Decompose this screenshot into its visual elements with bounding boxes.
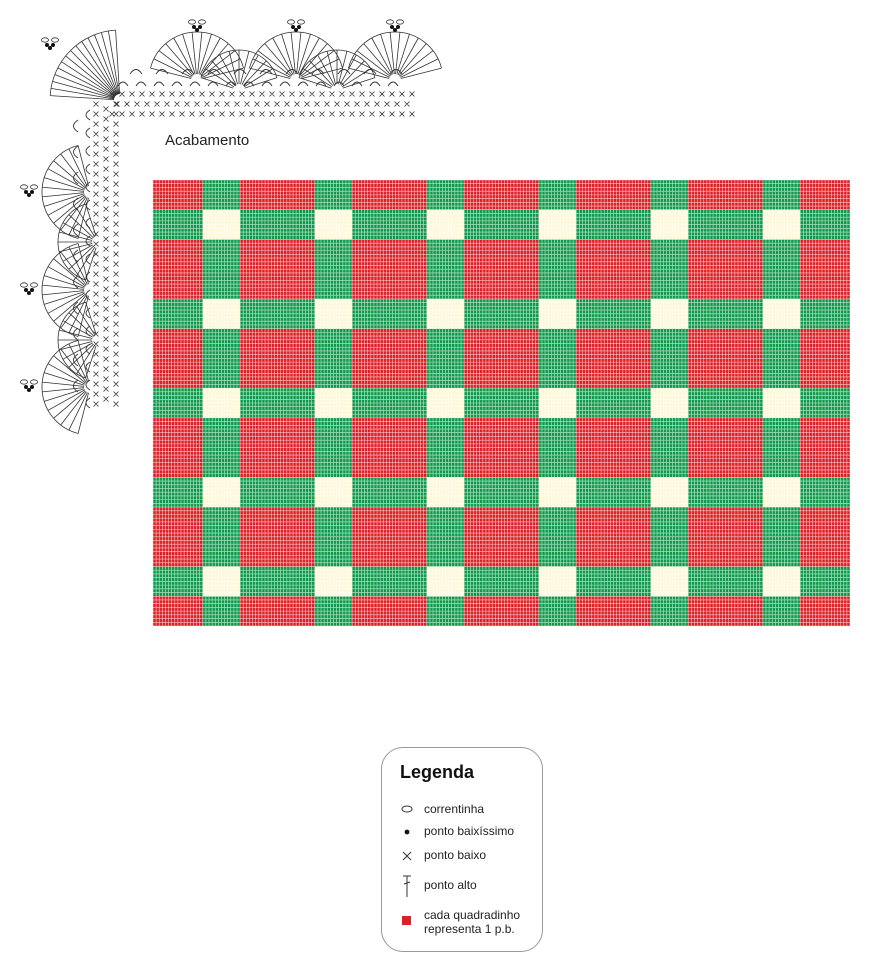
chain-loop — [397, 20, 404, 24]
slip-stitch-dot — [297, 25, 301, 29]
top-picot — [288, 20, 305, 32]
slip-stitch-dot — [48, 46, 52, 50]
left-shell-fan — [42, 146, 88, 239]
chain-loop — [42, 38, 49, 42]
border-single-crochet-rows — [110, 92, 415, 117]
left-picot — [21, 185, 38, 197]
slip-stitch-dot — [30, 190, 34, 194]
slip-stitch-dot — [30, 288, 34, 292]
shell-stitches — [50, 30, 120, 100]
double-crochet-symbol-icon — [400, 873, 414, 899]
slip-stitch-dot — [27, 291, 31, 295]
left-shell-fan — [42, 341, 89, 434]
legend-item-square — [382, 908, 542, 940]
grid-lines — [153, 180, 850, 626]
chain-symbol-icon — [400, 800, 414, 820]
chain-loop — [52, 38, 59, 42]
legend-item-single-crochet — [382, 846, 542, 866]
slip-stitch-dot — [390, 25, 394, 29]
shell-stitches — [58, 204, 96, 280]
shell-stitches — [42, 341, 89, 434]
chain-loop — [21, 380, 28, 384]
square-symbol-icon — [400, 908, 414, 940]
slip-stitch-dot — [24, 385, 28, 389]
legend-label-single-crochet: ponto baixo — [424, 848, 487, 862]
legend-box — [381, 747, 543, 952]
slip-stitch-dot — [195, 28, 199, 32]
chain-loop — [21, 283, 28, 287]
corner-picot — [42, 38, 59, 50]
slip-stitch-dot — [51, 43, 55, 47]
legend-label-slip-stitch: ponto baixíssimo — [424, 824, 515, 838]
legend-label-square-line-1: cada quadradinho — [424, 908, 521, 922]
slip-stitch-dot — [24, 288, 28, 292]
chain-loop — [199, 20, 206, 24]
slip-stitch-dot — [396, 25, 400, 29]
finish-label: Acabamento — [165, 132, 250, 149]
slip-stitch-symbol-icon — [400, 822, 414, 842]
slip-stitch-dot — [27, 388, 31, 392]
legend-label-chain: correntinha — [424, 802, 485, 816]
chain-loop — [387, 20, 394, 24]
slip-stitch-dot — [45, 43, 49, 47]
top-picot — [189, 20, 206, 32]
single-crochet-symbol-icon — [400, 846, 414, 866]
slip-stitch-dot — [198, 25, 202, 29]
legend-title: Legenda — [400, 762, 475, 782]
chain-loop — [31, 380, 38, 384]
top-shell-fan — [151, 32, 244, 79]
slip-stitch-dot — [294, 28, 298, 32]
chain-loop — [31, 283, 38, 287]
top-shell-fan — [349, 32, 442, 79]
slip-stitch-dot — [27, 193, 31, 197]
top-picot — [387, 20, 404, 32]
legend-label-double-crochet: ponto alto — [424, 878, 477, 892]
chain-loop — [21, 185, 28, 189]
left-small-fan — [58, 204, 96, 280]
shell-stitches — [349, 32, 442, 79]
slip-stitch-dot — [24, 190, 28, 194]
corner-shell-fan — [50, 30, 120, 100]
stitch-grid-lines — [153, 180, 850, 626]
single-crochet-column-marks — [94, 102, 119, 407]
shell-stitches — [42, 146, 88, 239]
legend-item-slip-stitch — [382, 822, 542, 842]
legend-item-chain — [382, 800, 542, 820]
slip-stitch-dot — [30, 385, 34, 389]
shell-stitches — [151, 32, 244, 79]
chain-loop — [31, 185, 38, 189]
slip-stitch-dot — [291, 25, 295, 29]
legend-item-double-crochet — [382, 873, 542, 899]
chain-loop — [298, 20, 305, 24]
left-picot — [21, 283, 38, 295]
slip-stitch-dot — [393, 28, 397, 32]
legend-label-square-line-2: representa 1 p.b. — [424, 922, 515, 936]
single-crochet-row-marks — [110, 92, 415, 117]
border-single-crochet-columns — [94, 102, 119, 407]
chain-loop — [189, 20, 196, 24]
slip-stitch-dot — [192, 25, 196, 29]
left-picot — [21, 380, 38, 392]
chain-loop — [288, 20, 295, 24]
color-chart-grid — [153, 180, 850, 626]
